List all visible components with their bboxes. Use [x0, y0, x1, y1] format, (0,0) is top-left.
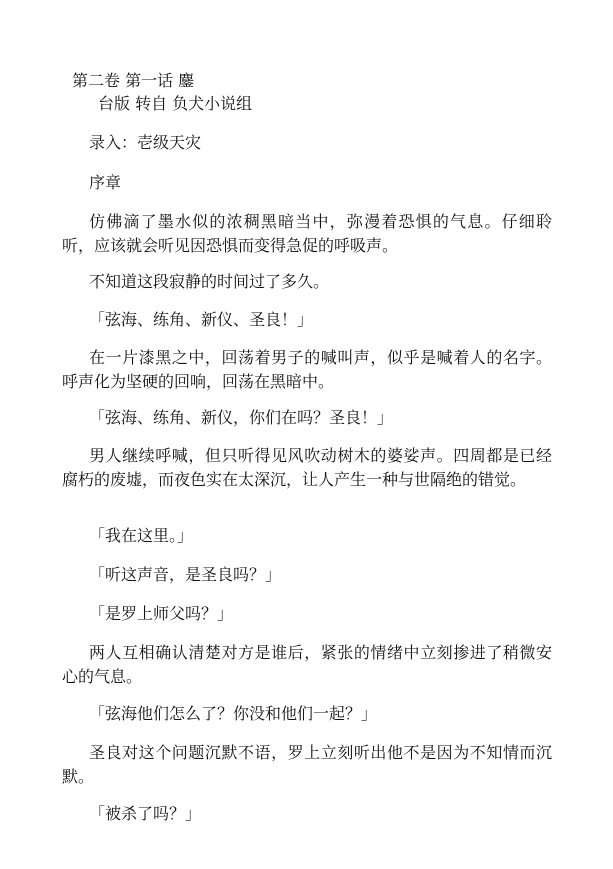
- paragraph: 不知道这段寂静的时间过了多久。: [89, 272, 330, 291]
- recorder-line: 录入：壱级天灾: [89, 133, 202, 152]
- paragraph: 仿佛滴了墨水似的浓稠黑暗当中，弥漫着恐惧的气息。仔细聆听，应该就会听见因恐惧而变得急促的呼吸声。: [62, 212, 552, 255]
- dialogue-line: 「弦海他们怎么了？你没和他们一起？」: [89, 704, 378, 723]
- dialogue-line: 「弦海、练角、新仪，你们在吗？圣良！」: [89, 408, 394, 427]
- paragraph: 在一片漆黑之中，回荡着男子的喊叫声，似乎是喊着人的名字。呼声化为坚硬的回响，回荡在黑暗中。: [62, 348, 552, 391]
- dialogue-line: 「被杀了吗？」: [89, 804, 202, 823]
- page-title: 第二卷 第一话 鏖: [72, 71, 195, 90]
- dialogue-line: 「我在这里。」: [89, 526, 194, 545]
- page-subtitle: 台版 转自 负犬小说组: [98, 94, 253, 113]
- chapter-heading: 序章: [89, 173, 122, 192]
- paragraph: 圣良对这个问题沉默不语，罗上立刻听出他不是因为不知情而沉默。: [62, 743, 552, 786]
- dialogue-line: 「听这声音，是圣良吗？」: [89, 565, 282, 584]
- dialogue-line: 「弦海、练角、新仪、圣良！」: [89, 310, 314, 329]
- paragraph: 两人互相确认清楚对方是谁后，紧张的情绪中立刻掺进了稍微安心的气息。: [62, 643, 552, 686]
- dialogue-line: 「是罗上师父吗？」: [89, 604, 234, 623]
- paragraph: 男人继续呼喊，但只听得见风吹动树木的婆娑声。四周都是已经腐朽的废墟，而夜色实在太深沉，让人产生一种与世隔绝的错觉。: [62, 446, 552, 489]
